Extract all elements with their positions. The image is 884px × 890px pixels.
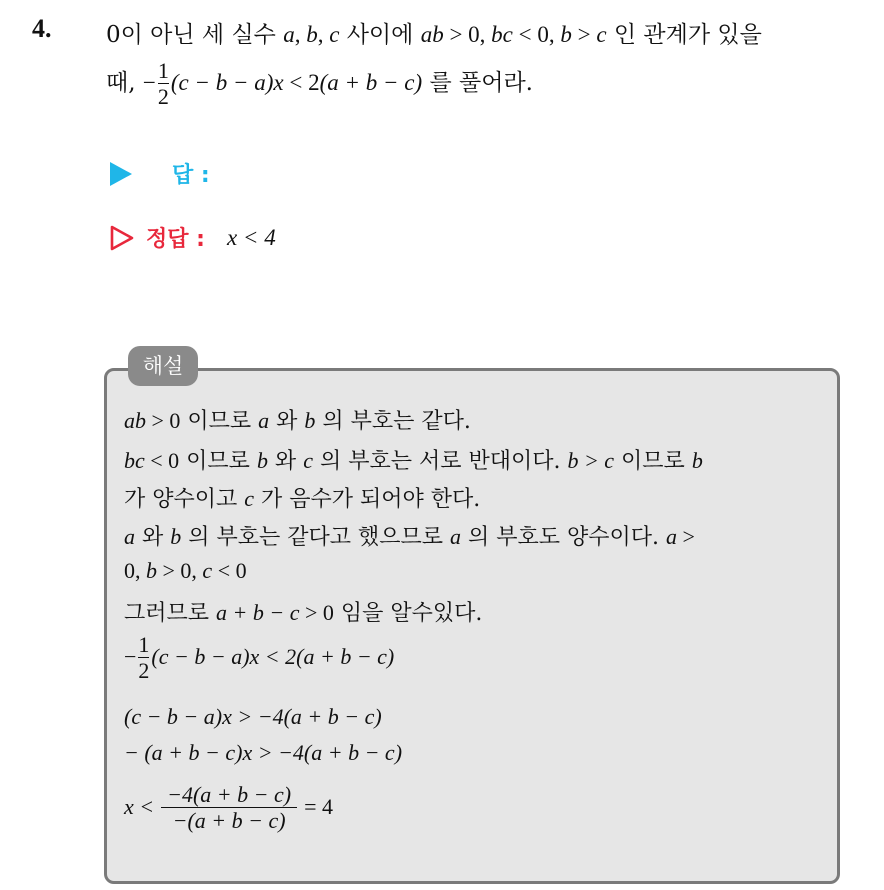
var-c: c <box>329 22 340 47</box>
fraction-numerator: −4(a + b − c) <box>167 782 292 807</box>
math: (c − b − a)x <box>170 69 284 95</box>
var: a <box>258 408 270 433</box>
solution-equation-4 <box>124 782 333 834</box>
text: 임을 알수있다. <box>333 601 483 626</box>
math: (a + b − c) <box>319 69 423 95</box>
math: > <box>571 22 597 47</box>
solution-line-6 <box>124 596 482 627</box>
math: > <box>676 524 695 549</box>
math: < 2 <box>283 69 320 95</box>
text: 가 양수이고 <box>124 487 245 512</box>
math: > 0, <box>443 22 492 47</box>
answer-row <box>110 158 210 189</box>
text: 이므로 <box>180 409 259 434</box>
text: 를 풀어라. <box>422 69 533 96</box>
var-b: b <box>306 22 318 47</box>
fraction <box>161 782 297 834</box>
outline-triangle-icon <box>110 225 134 251</box>
comma: , <box>294 22 307 47</box>
var: b <box>170 524 182 549</box>
text: 가 음수가 되어야 한다. <box>254 487 481 512</box>
play-triangle-icon <box>110 162 132 186</box>
fraction-denominator: 2 <box>138 658 150 684</box>
math: b <box>560 22 572 47</box>
var: b <box>691 448 703 473</box>
math: (c − b − a)x > −4(a + b − c) <box>124 704 382 729</box>
math: a + b − c <box>216 600 300 625</box>
math: > 0 <box>299 600 334 625</box>
minus-sign: − <box>142 69 156 95</box>
math: (c − b − a)x < 2(a + b − c) <box>151 643 395 669</box>
comma: , <box>317 22 330 47</box>
math: ab <box>420 22 444 47</box>
fraction <box>136 632 151 684</box>
text: 이므로 <box>179 449 257 474</box>
text: 와 <box>269 409 305 434</box>
math: ab <box>124 408 146 433</box>
text: 의 부호는 서로 반대이다. <box>312 449 568 474</box>
math: bc <box>491 22 513 47</box>
text: 0이 아닌 세 실수 <box>106 22 284 48</box>
solution-line-5 <box>124 558 247 584</box>
text: 의 부호는 같다고 했으므로 <box>181 525 450 550</box>
math: x < <box>124 793 155 819</box>
correct-answer-value: x < 4 <box>226 224 276 250</box>
text: 와 <box>135 525 171 550</box>
correct-answer-label: 정답 : <box>146 227 205 252</box>
correct-answer-row <box>110 222 276 253</box>
text: 와 <box>267 449 304 474</box>
text: 의 부호는 같다. <box>315 409 471 434</box>
math: bc <box>124 448 145 473</box>
fraction-numerator: 1 <box>157 58 169 83</box>
text: 의 부호도 양수이다. <box>461 525 666 550</box>
text: 때, <box>106 69 143 96</box>
fraction-denominator: 2 <box>157 84 169 110</box>
problem-text-line2 <box>106 58 533 118</box>
var: b <box>146 558 157 583</box>
var: b <box>256 448 268 473</box>
fraction-numerator: 1 <box>138 632 150 657</box>
solution-line-1 <box>124 404 471 435</box>
math: c <box>596 22 607 47</box>
math: > 0, <box>157 558 203 583</box>
math: > 0 <box>146 408 181 433</box>
var: b <box>304 408 316 433</box>
solution-line-4 <box>124 520 695 551</box>
solution-equation-2 <box>124 704 382 730</box>
math: < 0 <box>144 448 180 473</box>
answer-label: 답 : <box>172 163 210 188</box>
var: a <box>124 524 135 549</box>
text: 그러므로 <box>124 601 217 626</box>
text: 사이에 <box>339 22 421 48</box>
var-a: a <box>283 22 295 47</box>
math: < 0 <box>212 558 247 583</box>
math: − (a + b − c)x > −4(a + b − c) <box>124 740 403 765</box>
math: b > c <box>567 448 615 473</box>
solution-equation-1 <box>124 632 394 684</box>
solution-equation-3 <box>124 740 402 766</box>
fraction-denominator: −(a + b − c) <box>161 807 297 833</box>
minus-sign: − <box>124 643 137 669</box>
var: c <box>202 558 213 583</box>
text: 이므로 <box>614 449 692 474</box>
text: 인 관계가 있을 <box>606 22 762 48</box>
solution-line-3 <box>124 482 480 513</box>
math: 0, <box>124 558 146 583</box>
problem-text-line1 <box>106 16 762 49</box>
var: a <box>450 524 461 549</box>
solution-tab: 해설 <box>128 346 198 386</box>
fraction <box>156 58 171 110</box>
var: c <box>244 486 255 511</box>
solution-line-2 <box>124 444 703 475</box>
problem-number: 4. <box>32 14 52 43</box>
var: a <box>665 524 677 549</box>
math: < 0, <box>512 22 561 47</box>
math: = 4 <box>304 793 334 819</box>
var: c <box>303 448 313 473</box>
